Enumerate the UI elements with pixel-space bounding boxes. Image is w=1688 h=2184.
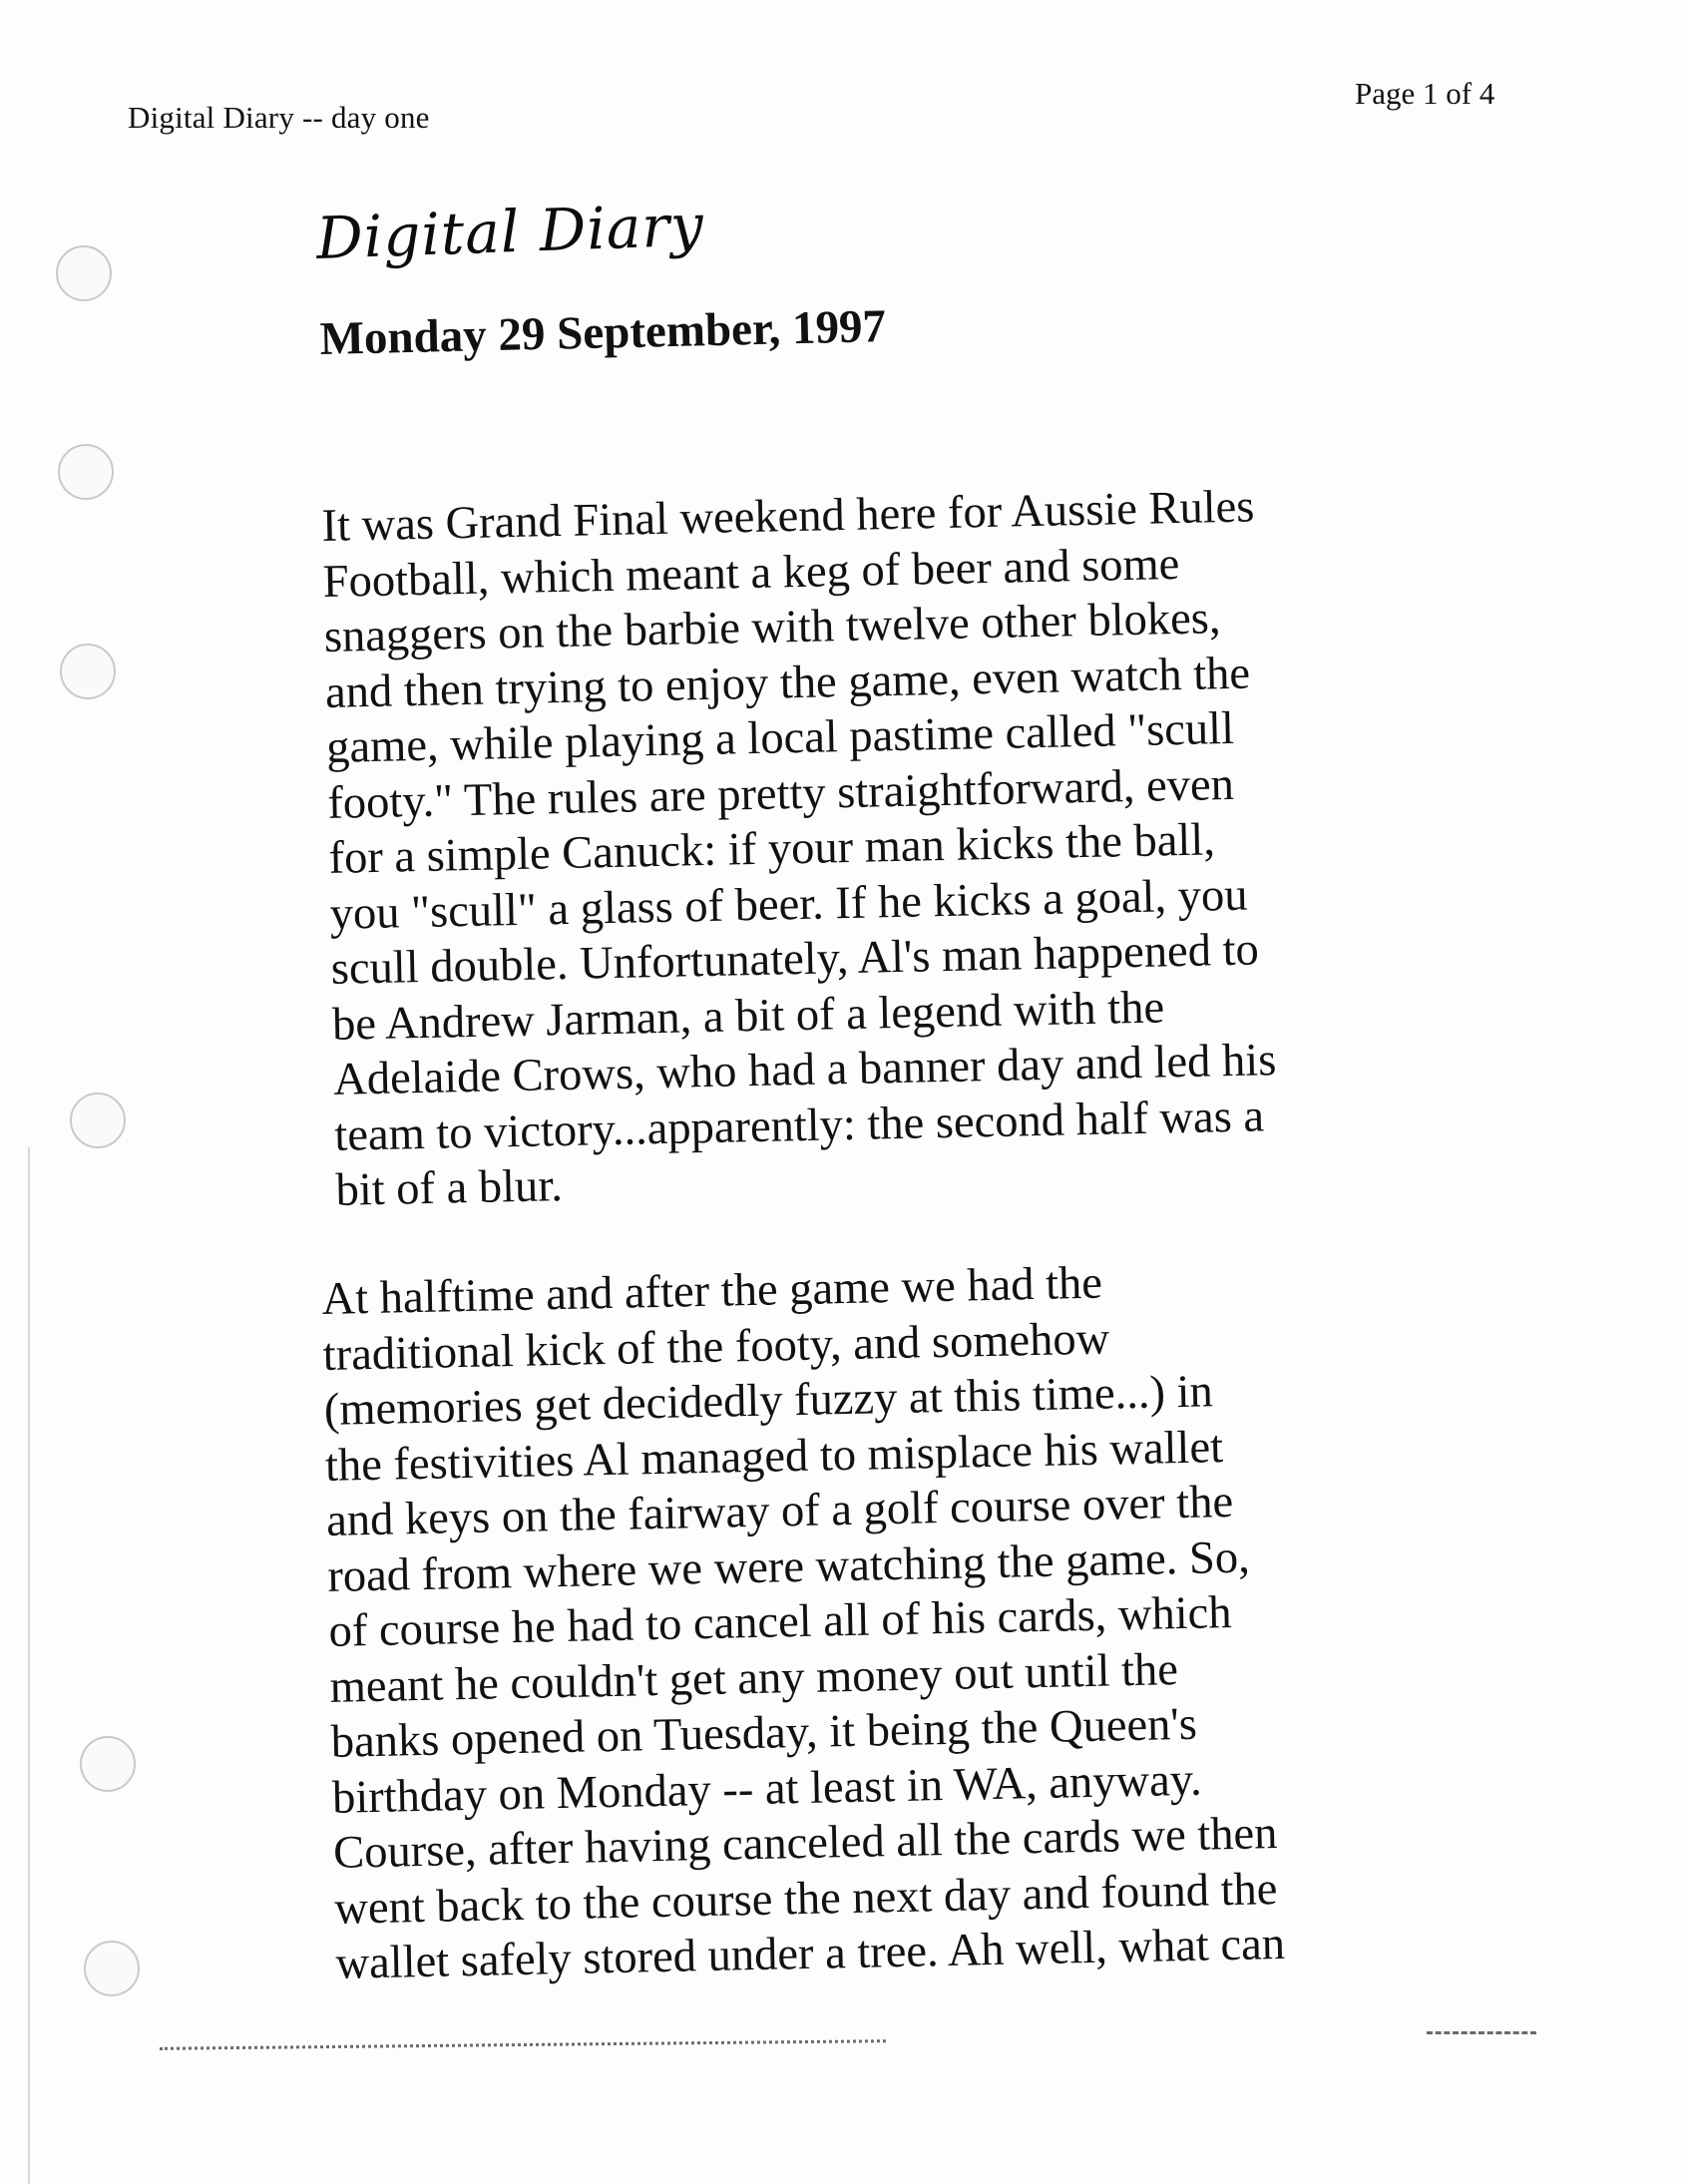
text-line: road from where we were watching the game. So,	[326, 1531, 1251, 1602]
text-line: scull double. Unfortunately, Al's man happened to	[330, 924, 1260, 995]
text-line: traditional kick of the footy, and somehow	[322, 1312, 1110, 1381]
entry-date-heading: Monday 29 September, 1997	[319, 300, 887, 365]
text-line: footy." The rules are pretty straightforward, even	[326, 758, 1235, 829]
text-line: (memories get decidedly fuzzy at this time...) in	[323, 1366, 1214, 1436]
binder-hole	[70, 1092, 126, 1148]
page-number: Page 1 of 4	[1355, 76, 1495, 111]
text-line: of course he had to cancel all of his cards, which	[328, 1586, 1233, 1657]
text-line: be Andrew Jarman, a bit of a legend with the	[331, 981, 1165, 1051]
text-line: for a simple Canuck: if your man kicks the ball,	[328, 814, 1216, 884]
text-line: you "scull" a glass of beer. If he kicks a goal, you	[329, 869, 1248, 940]
text-line: meant he couldn't get any money out until the	[329, 1643, 1179, 1713]
text-line: bit of a blur.	[334, 1160, 564, 1216]
text-line: Course, after having canceled all the cards we then	[332, 1808, 1278, 1879]
text-line: At halftime and after the game we had the	[321, 1257, 1103, 1325]
binder-hole	[80, 1736, 136, 1792]
text-line: wallet safely stored under a tree. Ah well, what can	[334, 1918, 1286, 1989]
text-line: It was Grand Final weekend here for Aussie Rules	[321, 481, 1255, 552]
text-line: the festivities Al managed to misplace his wallet	[324, 1421, 1224, 1492]
text-line: went back to the course the next day and found the	[333, 1863, 1278, 1935]
binder-hole	[60, 644, 116, 699]
page-header-title: Digital Diary -- day one	[128, 100, 430, 135]
binder-hole	[58, 444, 114, 500]
text-line: snaggers on the barbie with twelve other blokes,	[323, 593, 1222, 662]
text-line: banks opened on Tuesday, it being the Queen's	[330, 1698, 1198, 1768]
diary-logo: Digital Diary	[315, 191, 705, 272]
text-line: Football, which meant a keg of beer and some	[322, 538, 1180, 608]
paragraph-2	[321, 1250, 1384, 1991]
text-line: Adelaide Crows, who had a banner day and led his	[332, 1035, 1277, 1105]
text-line: game, while playing a local pastime called "scull	[325, 702, 1235, 773]
binder-hole	[84, 1941, 140, 1996]
footer-url-smudge	[160, 2039, 886, 2056]
text-line: and then trying to enjoy the game, even watch the	[324, 648, 1251, 718]
text-line: birthday on Monday -- at least in WA, anyway.	[331, 1754, 1203, 1824]
text-line: team to victory...apparently: the second half was a	[333, 1090, 1265, 1161]
binder-hole	[56, 245, 112, 301]
paragraph-1	[321, 477, 1384, 1218]
footer-date-smudge	[1427, 2031, 1536, 2038]
text-line: and keys on the fairway of a golf course over the	[325, 1476, 1234, 1546]
scan-edge-line	[28, 1147, 30, 2184]
